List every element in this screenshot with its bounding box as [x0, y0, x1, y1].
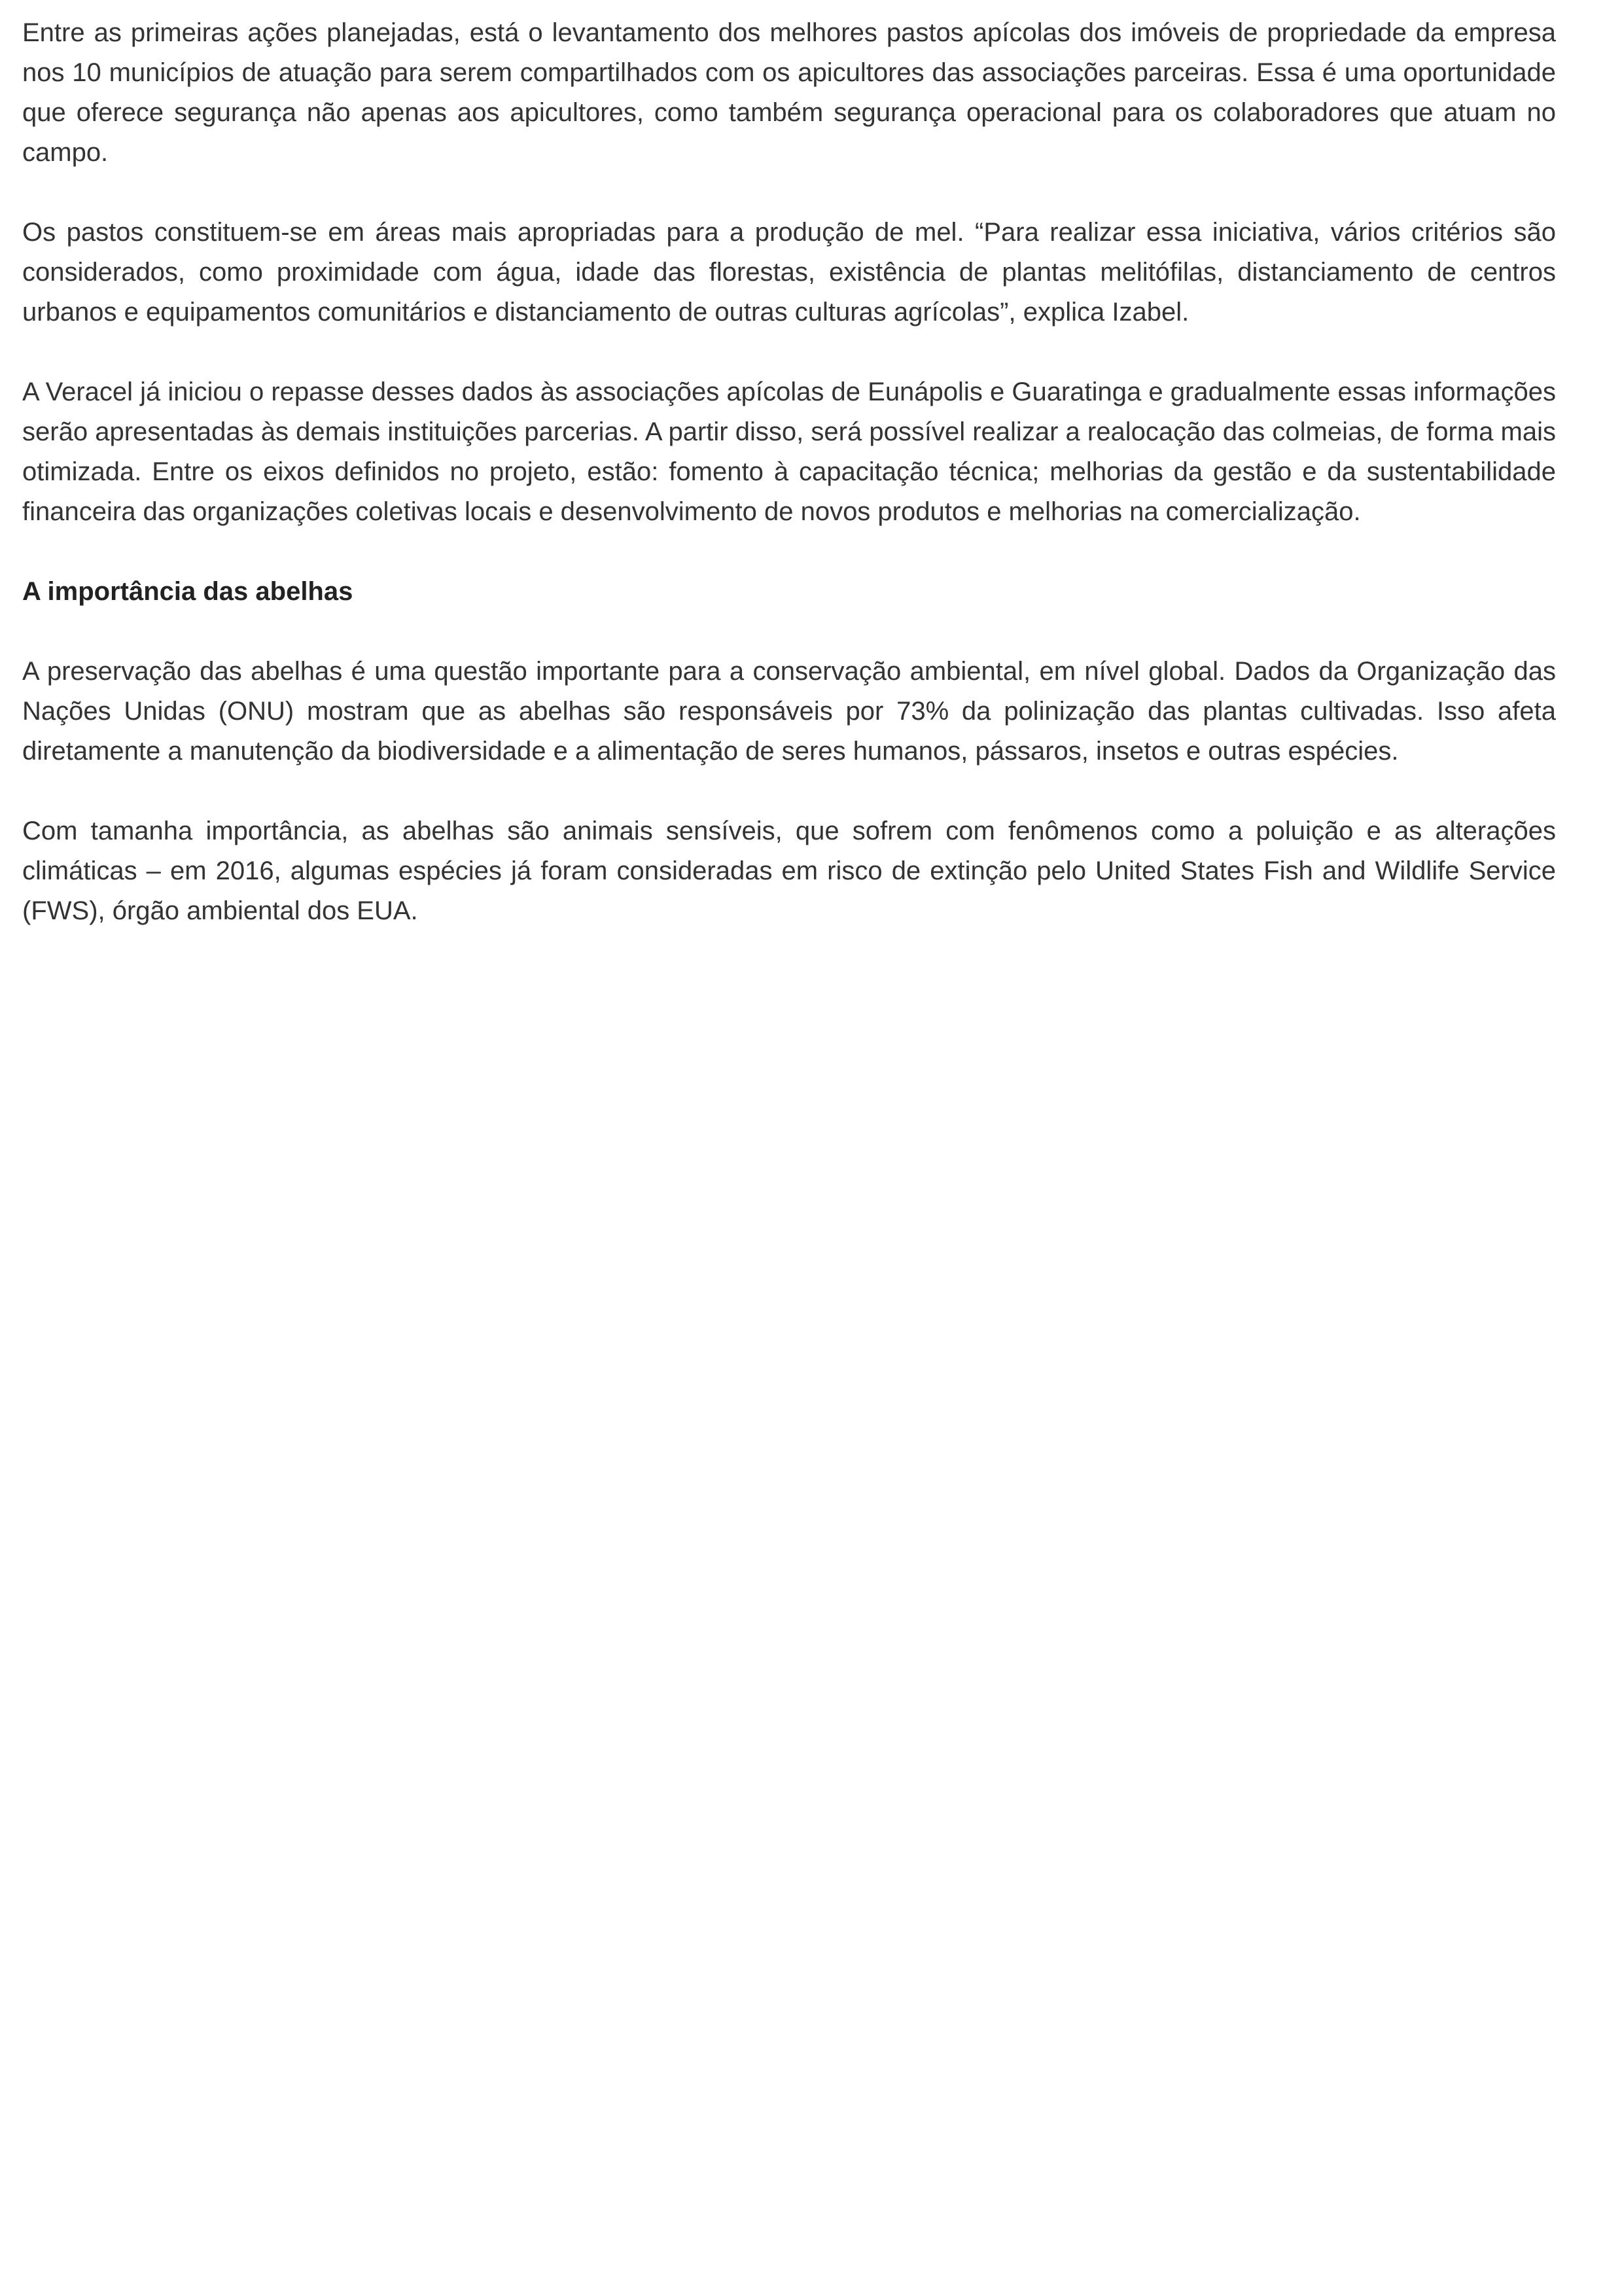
- article-paragraph: Os pastos constituem-se em áreas mais apropriadas para a produção de mel. “Para realizar essa iniciativa, vários critérios são considerados, como proximidade com água, idade das florestas, existência de plantas melitófilas, distanciamento de centros urbanos e equipamentos comunitários e distanciamento de outras culturas agrícolas”, explica Izabel.: [22, 218, 1556, 327]
- article-paragraph: Entre as primeiras ações planejadas, está o levantamento dos melhores pastos apícolas dos imóveis de propriedade da empresa nos 10 municípios de atuação para serem compartilhados com os apicultores das associações parceiras. Essa é uma oportunidade que oferece segurança não apenas aos apicultores, como também segurança operacional para os colaboradores que atuam no campo.: [22, 18, 1556, 167]
- section-heading: A importância das abelhas: [22, 577, 353, 606]
- article-paragraph: Com tamanha importância, as abelhas são animais sensíveis, que sofrem com fenômenos como a poluição e as alterações climáticas – em 2016, algumas espécies já foram consideradas em risco de extinção pelo United States Fish and Wildlife Service (FWS), órgão ambiental dos EUA.: [22, 817, 1556, 925]
- article-body: [22, 13, 1556, 971]
- article-paragraph: A Veracel já iniciou o repasse desses dados às associações apícolas de Eunápolis e Guaratinga e gradualmente essas informações serão apresentadas às demais instituições parcerias. A partir disso, será possível realizar a realocação das colmeias, de forma mais otimizada. Entre os eixos definidos no projeto, estão: fomento à capacitação técnica; melhorias da gestão e da sustentabilidade financeira das organizações coletivas locais e desenvolvimento de novos produtos e melhorias na comercialização.: [22, 378, 1556, 526]
- article-paragraph: A preservação das abelhas é uma questão importante para a conservação ambiental, em nível global. Dados da Organização das Nações Unidas (ONU) mostram que as abelhas são responsáveis por 73% da polinização das plantas cultivadas. Isso afeta diretamente a manutenção da biodiversidade e a alimentação de seres humanos, pássaros, insetos e outras espécies.: [22, 657, 1556, 766]
